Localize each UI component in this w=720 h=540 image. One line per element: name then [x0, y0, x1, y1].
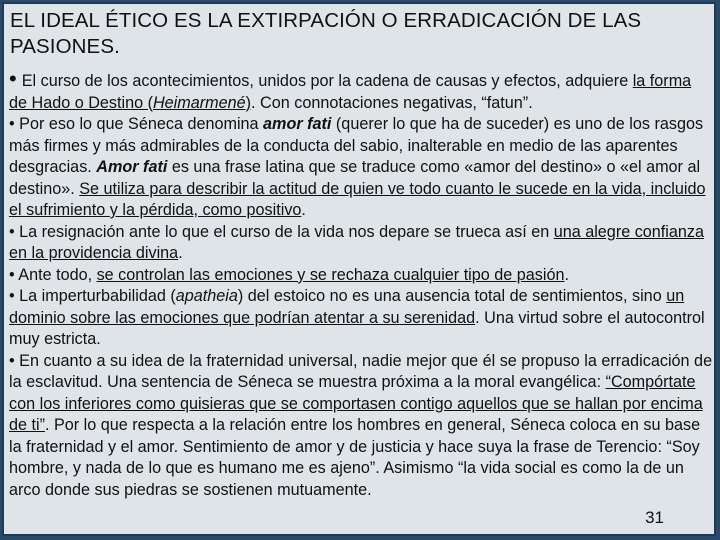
text-underlined: Se utiliza para describir la actitud de quien ve todo cuanto le sucede en la vida, incluido el sufrimiento y la pérdida, como positivo [9, 179, 706, 219]
text: . Una virtud sobre el autocontrol muy estricta. [9, 308, 705, 348]
text: ) del estoico no es una ausencia total de sentimientos, sino [237, 287, 667, 305]
text: . Por lo que respecta a la relación entre los hombres en general, Séneca coloca en su base la fraternidad y el amor. Sentimiento de amor y de justicia y hace suya la frase de Terencio: “Soy hombre, y nada de lo que es humano me es ajeno”. Asimismo “la vida social es como la de un arco donde sus piedras se sostienen mutuamente. [9, 416, 701, 499]
text: El curso de los acontecimientos, unidos por la cadena de causas y efectos, adquiere [21, 72, 633, 90]
text: es una frase latina que se traduce como «amor del destino» o «el amor al destino». [9, 158, 701, 198]
page-number: 31 [645, 508, 664, 527]
text-italic: Heimarmené [152, 93, 246, 112]
paragraph-emotions [9, 265, 713, 287]
text: . [178, 244, 183, 262]
text: ) [245, 93, 252, 112]
paragraph-apatheia [9, 286, 713, 351]
text-italic: apatheia [175, 287, 238, 305]
text: • La imperturbabilidad ( [9, 287, 176, 305]
text: • Ante todo, [9, 265, 97, 284]
paragraph-fate [9, 68, 713, 114]
text-underlined: “Compórtate con los inferiores como quisieras que se comportasen contigo aquellos que se hallan por encima de ti” [9, 373, 703, 434]
text-underlined: se controlan las emociones y se rechaza cualquier tipo de pasión [96, 265, 565, 284]
text: (querer lo que ha de suceder) es uno de los rasgos más firmes y más admirables de la conducta del sabio, inalterable en medio de las aparentes desgracias. [9, 115, 704, 176]
text: . Con connotaciones negativas, “fatun”. [251, 93, 533, 112]
slide-title: EL IDEAL ÉTICO ES LA EXTIRPACIÓN O ERRADICACIÓN DE LAS PASIONES. [10, 9, 642, 58]
paragraph-amor-fati [9, 114, 713, 222]
paragraph-fraternity [9, 351, 713, 502]
slide-body [9, 68, 713, 501]
text-underlined: una alegre confianza en la providencia divina [9, 222, 704, 262]
text: • Por eso lo que Séneca denomina [9, 115, 264, 133]
text: la forma de Hado o Destino ( [9, 72, 692, 112]
text: . [301, 201, 306, 219]
slide [2, 2, 716, 536]
text-underlined: un dominio sobre las emociones que podrían atentar a su serenidad [9, 287, 685, 327]
text: • En cuanto a su idea de la fraternidad universal, nadie mejor que él se propuso la erradicación de la esclavitud. Una sentencia de Séneca se muestra próxima a la moral evangélica: [9, 351, 713, 391]
text: . [564, 265, 569, 284]
text-bold-italic: amor fati [263, 115, 332, 133]
paragraph-resignation [9, 222, 713, 265]
text-bold-italic: Amor fati [96, 158, 168, 176]
text: • La resignación ante lo que el curso de la vida nos depare se trueca así en [9, 222, 554, 241]
